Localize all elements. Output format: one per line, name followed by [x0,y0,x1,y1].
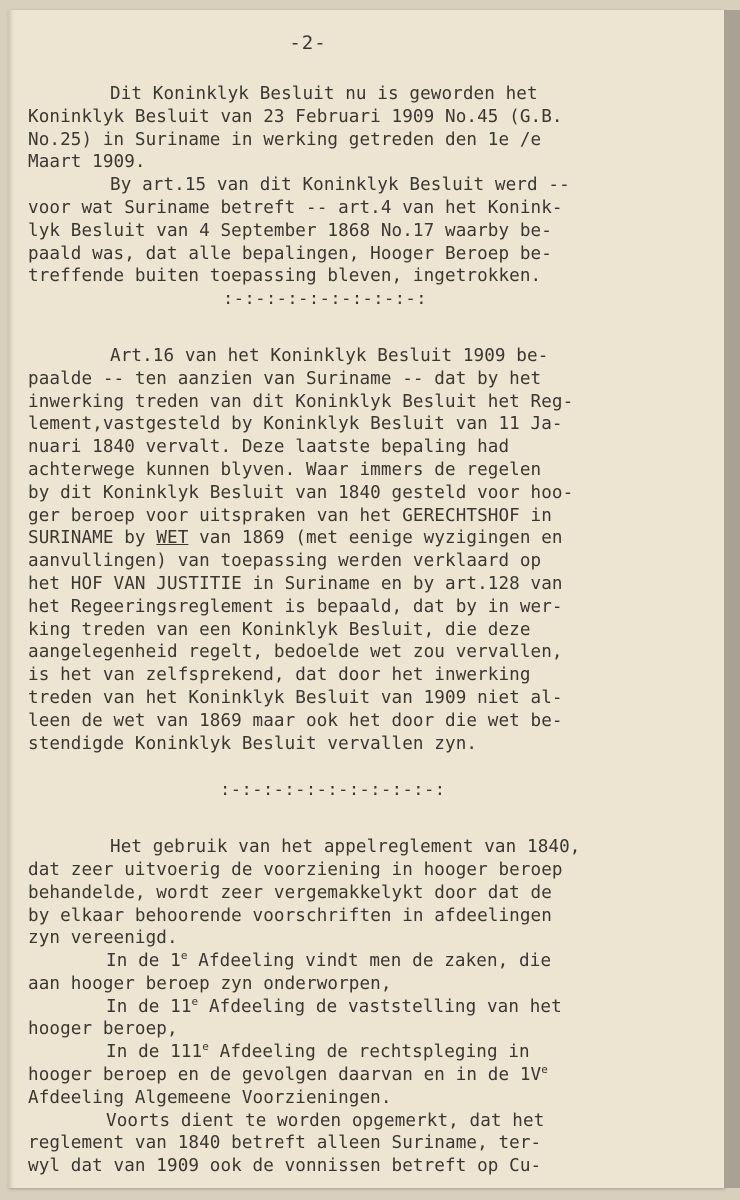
text-line: Voorts dient te worden opgemerkt, dat het [106,1110,545,1131]
text-line: paald was, dat alle bepalingen, Hooger Beroep be- [28,243,552,264]
text-line [28,950,718,973]
text-line: ger beroep voor uitspraken van het GERECHTSHOF in [28,505,552,526]
text-fragment: Afdeeling de vaststelling van het [198,996,562,1017]
text-line: aangelegenheid regelt, bedoelde wet zou vervallen, [28,642,563,663]
text-line: hooger beroep, [28,1019,178,1040]
text-fragment: Afdeeling vindt men de zaken, die [187,951,552,972]
text-line: inwerking treden van dit Koninklyk Besluit het Reg- [28,391,574,412]
text-line: treffende buiten toepassing bleven, ingetrokken. [28,266,542,287]
superscript: e [541,1063,548,1077]
text-line: king treden van een Koninklyk Besluit, die deze [28,619,531,640]
text-line: Koninklyk Besluit van 23 Februari 1909 No.45 (G.B. [28,106,563,127]
text-line: lement,vastgesteld by Koninklyk Besluit van 11 Ja- [28,414,563,435]
text-line [28,527,718,550]
text-line [28,996,718,1019]
text-line: wyl dat van 1909 ook de vonnissen betreft op Cu- [28,1156,542,1177]
text-fragment: In de 111 [106,1042,203,1063]
text-line: stendigde Koninklyk Besluit vervallen zyn. [28,733,478,754]
superscript: e [180,949,188,963]
text-line: No.25) in Suriname in werking getreden den 1e /e [28,129,542,150]
text-line: voor wat Suriname betreft -- art.4 van het Konink- [28,197,563,218]
text-line [28,1064,718,1087]
text-line: nuari 1840 vervalt. Deze laatste bepaling had [28,437,510,458]
text-line: Maart 1909. [28,152,146,173]
text-fragment: SURINAME by [28,528,157,549]
text-fragment: van 1869 (met eenige wyzigingen en [188,528,563,549]
text-line: Afdeeling Algemeene Voorzieningen. [28,1087,392,1108]
document-page [8,10,724,1188]
text-line: het HOF VAN JUSTITIE in Suriname en by art.128 van [28,573,563,594]
underlined-word: WET [156,528,189,549]
page-edge [724,10,740,1188]
text-line: paalde -- ten aanzien van Suriname -- dat by het [28,368,542,389]
text-line: het Regeeringsreglement is bepaald, dat by in wer- [28,596,563,617]
text-line: by dit Koninklyk Besluit van 1840 gesteld voor hoo- [28,482,574,503]
text-fragment: In de 1 [106,951,181,972]
section-separator: :-:-:-:-:-:-:-:-:-:-: [220,780,446,801]
text-fragment: Afdeeling de rechtspleging in [208,1042,530,1063]
text-line: behandelde, wordt zeer vergemakkelykt door dat de [28,882,552,903]
text-line: Het gebruik van het appelreglement van 1840, [110,837,581,858]
text-line: lyk Besluit van 4 September 1868 No.17 waarby be- [28,220,552,241]
text-line: reglement van 1840 betreft alleen Suriname, ter- [28,1133,542,1154]
text-line: achterwege kunnen blyven. Waar immers de regelen [28,459,542,480]
text-line: treden van het Koninklyk Besluit van 1909 niet al- [28,687,563,708]
superscript: e [191,994,199,1008]
page-number: -2- [289,32,327,54]
body-text [28,83,718,1178]
text-line: By art.15 van dit Koninklyk Besluit werd -- [110,175,570,196]
text-line: zyn vereenigd. [28,928,178,949]
text-line: dat zeer uitvoerig de voorziening in hooger beroep [28,859,563,880]
text-line: Art.16 van het Koninklyk Besluit 1909 be- [110,345,549,366]
text-line: aanvullingen) van toepassing werden verklaard op [28,551,542,572]
text-line: leen de wet van 1869 maar ook het door die wet be- [28,710,563,731]
text-fragment: In de 11 [106,996,192,1017]
section-separator: :-:-:-:-:-:-:-:-:-: [223,289,427,310]
text-fragment: hooger beroep en de gevolgen daarvan en in de 1V [28,1065,542,1086]
text-line: by elkaar behoorende voorschriften in afdeelingen [28,905,552,926]
text-line: is het van zelfsprekend, dat door het inwerking [28,665,531,686]
superscript: e [202,1040,209,1054]
text-line: Dit Koninklyk Besluit nu is geworden het [110,84,538,104]
text-line: aan hooger beroep zyn onderworpen, [28,973,392,994]
text-line [28,1041,718,1064]
